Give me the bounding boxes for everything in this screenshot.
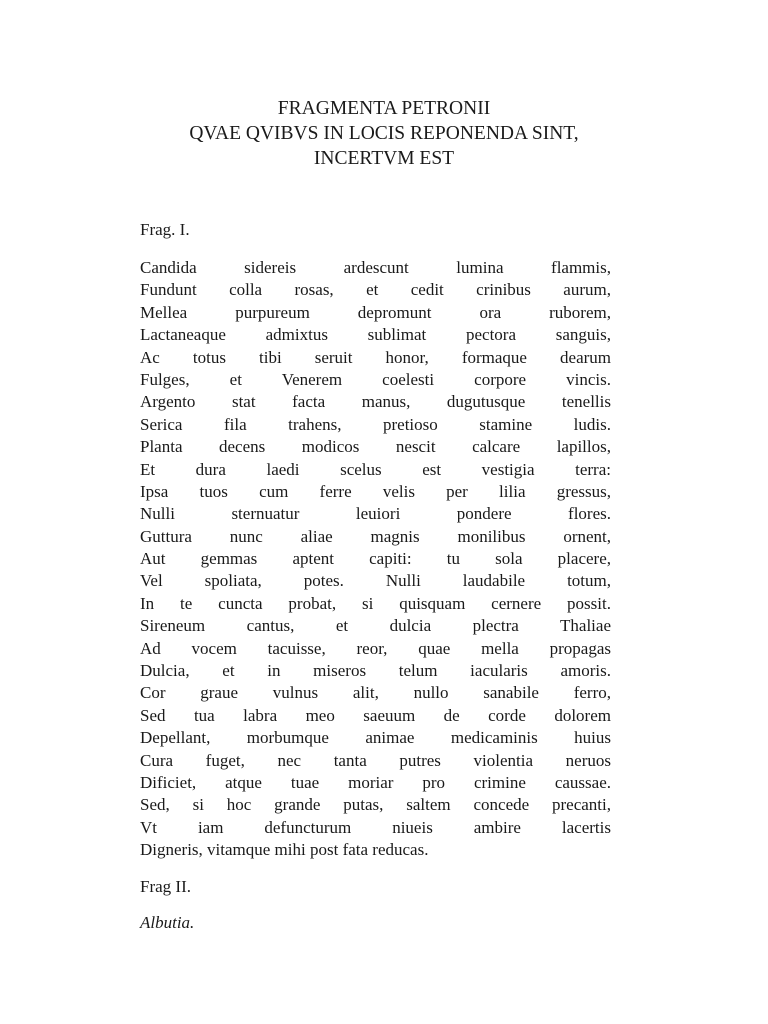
verse-line: Ac totus tibi seruit honor, formaque dearum xyxy=(140,347,611,367)
verse-line: Candida sidereis ardescunt lumina flammis, xyxy=(140,258,611,277)
document-title xyxy=(0,96,768,171)
verse-line: Dulcia, et in miseros telum iacularis amoris. xyxy=(140,661,611,681)
fragment-1-verse xyxy=(140,257,611,862)
verse-line: Et dura laedi scelus est vestigia terra: xyxy=(140,459,611,479)
verse-line: Ad vocem tacuisse, reor, quae mella propagas xyxy=(140,638,611,658)
verse-line: Sireneum cantus, et dulcia plectra Thaliae xyxy=(140,616,611,636)
verse-line: In te cuncta probat, si quisquam cernere possit. xyxy=(140,593,611,613)
verse-line: Ipsa tuos cum ferre velis per lilia gressus, xyxy=(140,481,611,501)
verse-line: Sed, si hoc grande putas, saltem concede precanti, xyxy=(140,795,611,815)
verse-line: Aut gemmas aptent capiti: tu sola placere, xyxy=(140,549,611,569)
verse-line: Nulli sternuatur leuiori pondere flores. xyxy=(140,504,611,524)
verse-line: Guttura nunc aliae magnis monilibus ornent, xyxy=(140,526,611,546)
verse-line: Dificiet, atque tuae moriar pro crimine caussae. xyxy=(140,772,611,792)
title-line-1: FRAGMENTA PETRONII xyxy=(277,98,491,119)
title-line-3: INCERTVM EST xyxy=(313,148,455,169)
verse-line: Vt iam defuncturum niueis ambire lacertis xyxy=(140,817,611,837)
verse-line: Depellant, morbumque animae medicaminis huius xyxy=(140,728,611,748)
fragment-2-heading: Frag II. xyxy=(140,877,191,896)
speaker-name: Albutia. xyxy=(140,913,195,932)
verse-line: Fulges, et Venerem coelesti corpore vincis. xyxy=(140,369,611,389)
fragment-1-heading: Frag. I. xyxy=(140,220,190,239)
verse-line: Lactaneaque admixtus sublimat pectora sanguis, xyxy=(140,325,611,345)
verse-line: Cura fuget, nec tanta putres violentia neruos xyxy=(140,750,611,770)
verse-line: Planta decens modicos nescit calcare lapillos, xyxy=(140,437,611,457)
verse-line: Digneris, vitamque mihi post fata reducas. xyxy=(140,840,429,860)
verse-line: Serica fila trahens, pretioso stamine ludis. xyxy=(140,414,611,434)
verse-line: Fundunt colla rosas, et cedit crinibus aurum, xyxy=(140,280,611,300)
verse-line: Vel spoliata, potes. Nulli laudabile totum, xyxy=(140,571,611,591)
title-line-2: QVAE QVIBVS IN LOCIS REPONENDA SINT, xyxy=(189,123,579,144)
verse-line: Sed tua labra meo saeuum de corde dolorem xyxy=(140,705,611,725)
verse-line: Mellea purpureum depromunt ora ruborem, xyxy=(140,302,611,322)
verse-line: Cor graue vulnus alit, nullo sanabile ferro, xyxy=(140,683,611,703)
verse-line: Argento stat facta manus, dugutusque tenellis xyxy=(140,392,611,412)
